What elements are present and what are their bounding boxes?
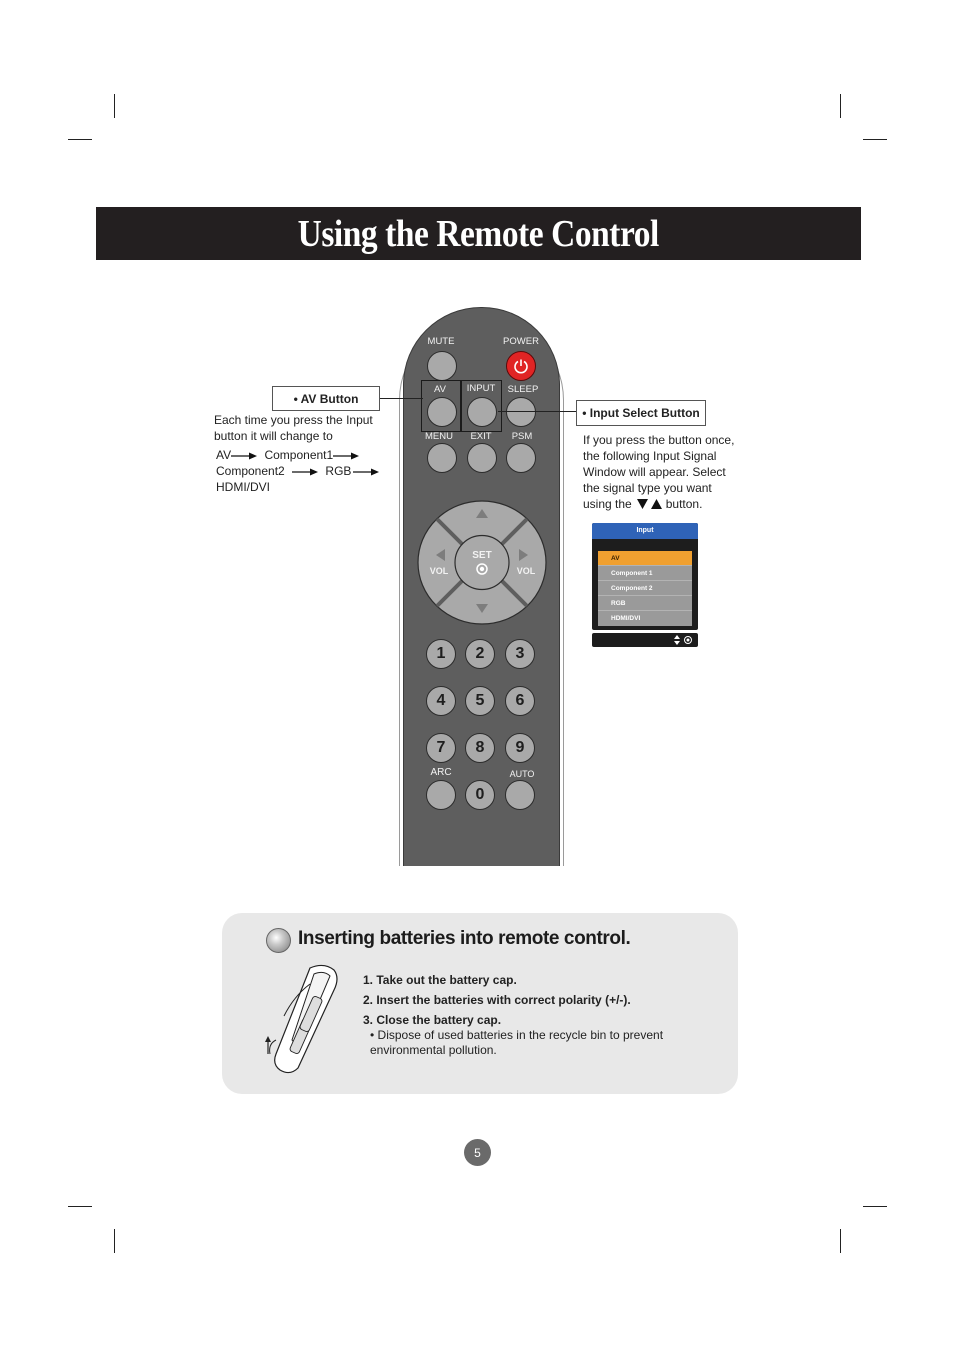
crop-mark (114, 94, 115, 118)
arrow-right-icon (333, 452, 359, 460)
battery-step-3: 3. Close the battery cap. (363, 1013, 502, 1027)
psm-label: PSM (511, 431, 533, 442)
arrow-right-icon (231, 452, 257, 460)
battery-disposal-note: • Dispose of used batteries in the recycle bin to prevent environmental pollution. (370, 1028, 664, 1057)
input-option-list (598, 551, 692, 626)
up-triangle-icon (651, 499, 662, 509)
updown-set-icon (674, 634, 694, 646)
battery-remote-illustration (258, 960, 358, 1078)
number-2-button[interactable]: 2 (465, 639, 495, 669)
auto-button[interactable] (505, 780, 535, 810)
exit-button[interactable] (467, 443, 497, 473)
arc-label: ARC (430, 767, 452, 778)
exit-label: EXIT (470, 431, 492, 442)
input-option-component2[interactable]: Component 2 (598, 581, 692, 596)
page-title: Using the Remote Control (297, 212, 660, 255)
av-button-callout: • AV Button (272, 386, 380, 411)
psm-button[interactable] (506, 443, 536, 473)
mute-button[interactable] (427, 351, 457, 381)
input-window-footer (592, 633, 698, 647)
input-description-tail: button. (665, 497, 703, 511)
number-0-button[interactable]: 0 (465, 780, 495, 810)
av-button[interactable] (427, 397, 457, 427)
crop-mark (68, 139, 92, 140)
arc-button[interactable] (426, 780, 456, 810)
av-sequence (216, 447, 401, 495)
sequence-hdmi: HDMI/DVI (216, 480, 270, 494)
crop-mark (114, 1229, 115, 1253)
battery-heading: Inserting batteries into remote control. (298, 928, 631, 949)
page-number: 5 (464, 1139, 491, 1166)
set-label: SET (472, 550, 492, 561)
input-option-rgb[interactable]: RGB (598, 596, 692, 611)
arrow-right-icon (353, 468, 379, 476)
number-8-button[interactable]: 8 (465, 733, 495, 763)
input-button[interactable] (467, 397, 497, 427)
number-3-button[interactable]: 3 (505, 639, 535, 669)
arrow-right-icon (292, 468, 318, 476)
input-option-av[interactable]: AV (598, 551, 692, 566)
down-triangle-icon (637, 499, 648, 509)
sequence-component2: Component2 (216, 464, 285, 478)
input-option-hdmi[interactable]: HDMI/DVI (611, 615, 641, 622)
power-label: POWER (503, 336, 539, 347)
sequence-component1: Component1 (264, 448, 334, 462)
av-description: Each time you press the Input button it will change to (214, 413, 373, 443)
auto-label: AUTO (509, 769, 535, 779)
input-window-title: Input (592, 523, 698, 539)
vol-left-label: VOL (429, 566, 449, 576)
title-bar (96, 207, 861, 260)
number-9-button[interactable]: 9 (505, 733, 535, 763)
input-signal-window (592, 523, 698, 630)
crop-mark (840, 94, 841, 118)
sequence-rgb: RGB (325, 464, 352, 478)
number-6-button[interactable]: 6 (505, 686, 535, 716)
sequence-av: AV (216, 448, 232, 462)
battery-step-2: 2. Insert the batteries with correct polarity (+/-). (363, 993, 631, 1007)
input-description (583, 432, 743, 512)
power-button[interactable] (506, 351, 536, 381)
input-leader-line (498, 411, 576, 412)
vol-right-label: VOL (516, 566, 536, 576)
av-leader-line (380, 398, 423, 399)
crop-mark (863, 139, 887, 140)
input-select-callout: • Input Select Button (576, 400, 706, 426)
battery-step-1: 1. Take out the battery cap. (363, 973, 517, 987)
menu-button[interactable] (427, 443, 457, 473)
crop-mark (68, 1206, 92, 1207)
navigation-pad[interactable] (417, 500, 547, 625)
power-icon (513, 358, 529, 374)
number-4-button[interactable]: 4 (426, 686, 456, 716)
input-label: INPUT (466, 383, 496, 394)
crop-mark (863, 1206, 887, 1207)
input-description-text: If you press the button once, the following Input Signal Window will appear. Select the signal type you want using the (583, 433, 735, 511)
section-bullet-icon (266, 928, 291, 953)
av-label: AV (434, 384, 446, 395)
number-1-button[interactable]: 1 (426, 639, 456, 669)
number-7-button[interactable]: 7 (426, 733, 456, 763)
sleep-button[interactable] (506, 397, 536, 427)
menu-label: MENU (425, 431, 453, 442)
crop-mark (840, 1229, 841, 1253)
sleep-label: SLEEP (507, 384, 539, 395)
mute-label: MUTE (427, 336, 455, 347)
number-5-button[interactable]: 5 (465, 686, 495, 716)
input-option-component1[interactable]: Component 1 (598, 566, 692, 581)
